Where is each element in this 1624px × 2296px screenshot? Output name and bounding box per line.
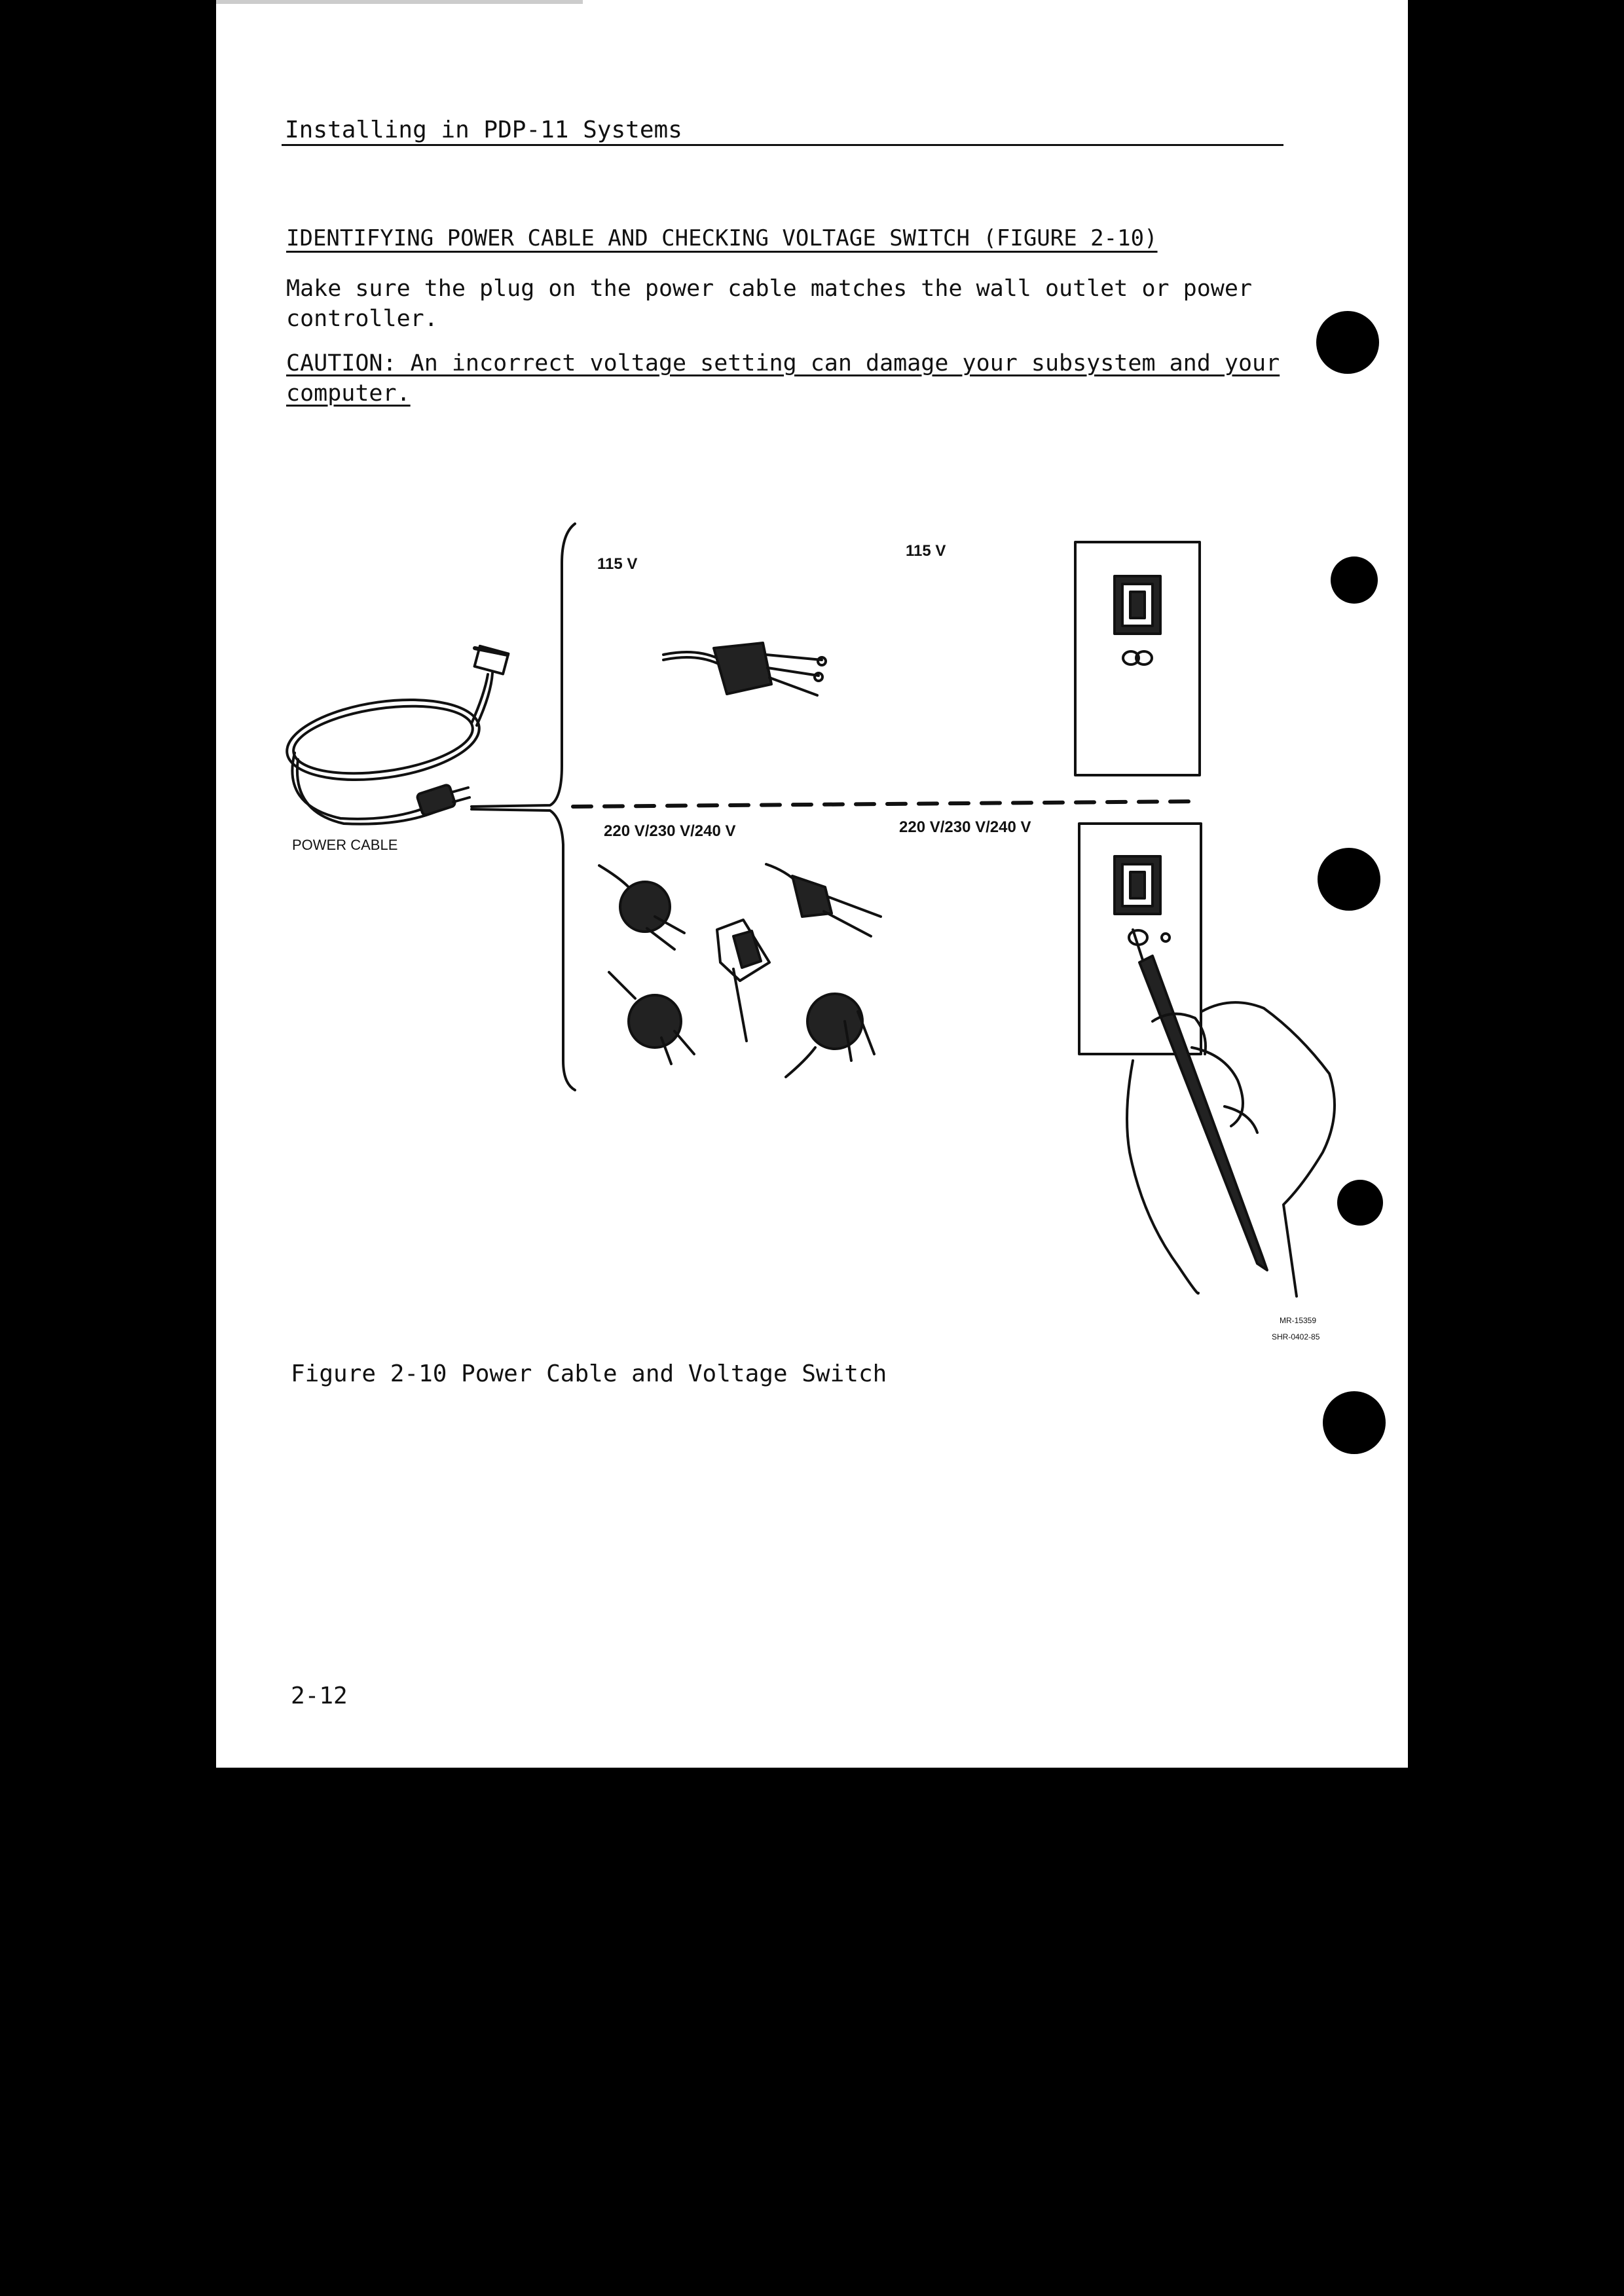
label-220v-outlet: 220 V/230 V/240 V	[899, 818, 1031, 836]
plug-115v-drawing	[663, 643, 826, 695]
figure-ref-code-2: SHR-0402-85	[1272, 1332, 1320, 1341]
section-heading: IDENTIFYING POWER CABLE AND CHECKING VOLTAGE SWITCH (FIGURE 2-10)	[286, 225, 1158, 251]
running-header: Installing in PDP-11 Systems	[285, 117, 682, 143]
curly-brace	[471, 524, 575, 1090]
caution-paragraph: CAUTION: An incorrect voltage setting can damage your subsystem and your computer.	[286, 350, 1280, 407]
label-220v-plug: 220 V/230 V/240 V	[604, 822, 736, 840]
hand-with-pen-drawing	[1127, 930, 1335, 1296]
coiled-cable-drawing	[282, 646, 508, 824]
page-number: 2-12	[291, 1683, 348, 1709]
power-cable-label: POWER CABLE	[292, 837, 398, 853]
outlet-panel-220v	[1079, 824, 1201, 1054]
label-115v-outlet: 115 V	[906, 542, 946, 560]
body-paragraph: Make sure the plug on the power cable matches the wall outlet or power controller.	[286, 276, 1253, 332]
label-115v-plug: 115 V	[597, 555, 638, 573]
figure-caption: Figure 2-10 Power Cable and Voltage Switch	[291, 1360, 887, 1387]
outlet-panel-115v	[1075, 542, 1200, 775]
plugs-220v-drawing	[599, 864, 881, 1077]
dashed-divider	[573, 801, 1198, 807]
figure-ref-code-1: MR-15359	[1280, 1316, 1317, 1325]
